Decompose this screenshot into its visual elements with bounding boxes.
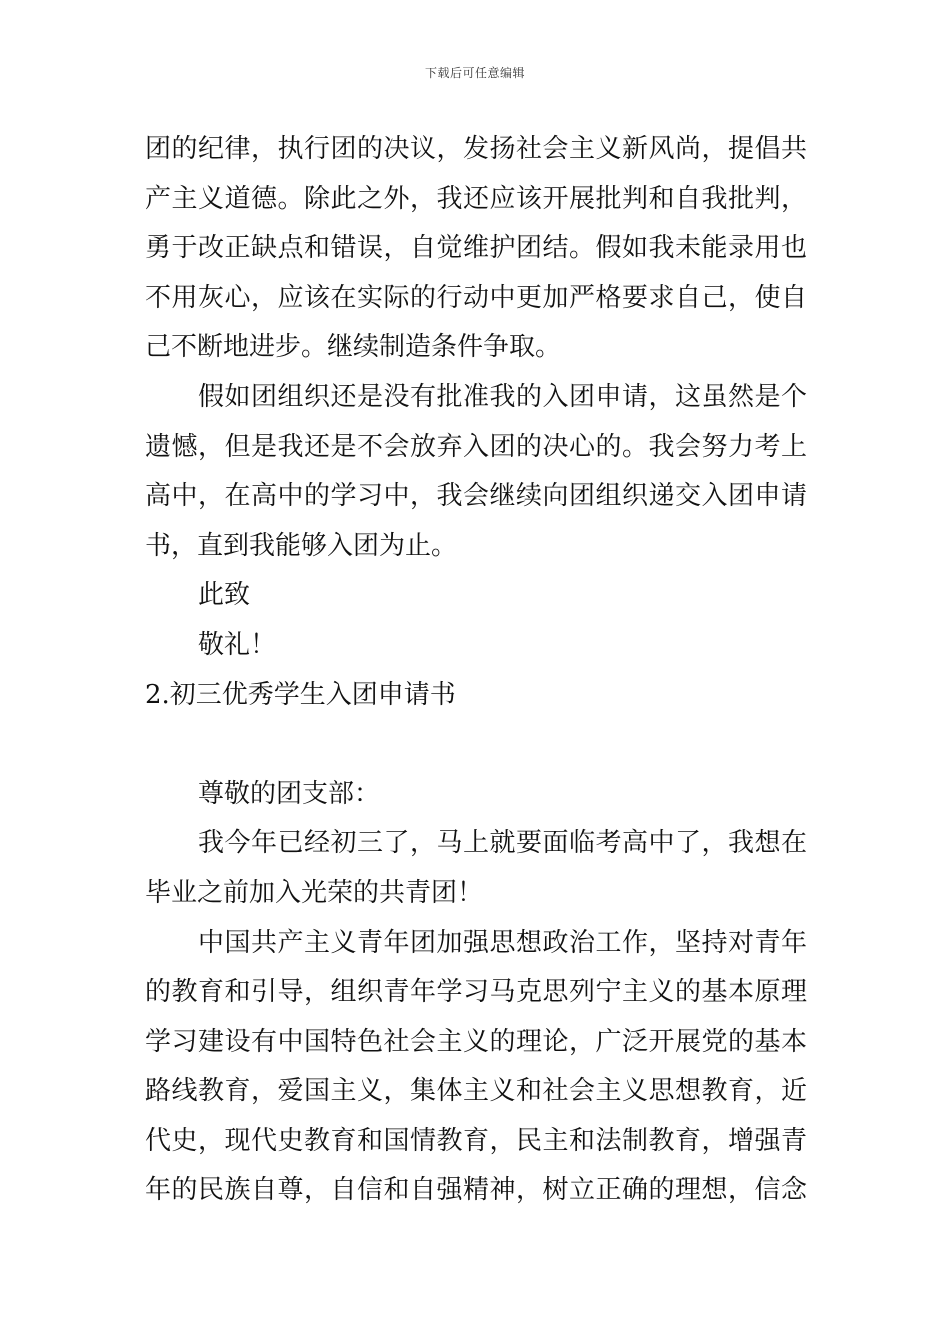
paragraph-line: 勇于改正缺点和错误，自觉维护团结。假如我未能录用也: [145, 233, 807, 264]
paragraph-line: 代史，现代史教育和国情教育，民主和法制教育，增强青: [145, 1125, 807, 1156]
paragraph-1: [145, 125, 807, 373]
paragraph-line: 遗憾，但是我还是不会放弃入团的决心的。我会努力考上: [145, 431, 807, 462]
paragraph-line: 中国共产主义青年团加强思想政治工作，坚持对青年: [198, 927, 807, 958]
paragraph-3: [145, 819, 807, 918]
paragraph-4: [145, 919, 807, 1217]
paragraph-line: 路线教育，爱国主义，集体主义和社会主义思想教育，近: [145, 1076, 807, 1107]
paragraph-line: 学习建设有中国特色社会主义的理论，广泛开展党的基本: [145, 1026, 807, 1057]
paragraph-2: [145, 373, 807, 571]
paragraph-line: 假如团组织还是没有批准我的入团申请，这虽然是个: [198, 381, 807, 412]
paragraph-line: 团的纪律，执行团的决议，发扬社会主义新风尚，提倡共: [145, 134, 807, 164]
paragraph-line: 年的民族自尊，自信和自强精神，树立正确的理想，信念: [145, 1175, 807, 1206]
paragraph-line: 毕业之前加入光荣的共青团！: [145, 877, 484, 908]
document-body: [145, 125, 807, 1216]
salutation: 尊敬的团支部：: [198, 778, 381, 809]
paragraph-line: 我今年已经初三了，马上就要面临考高中了，我想在: [198, 828, 807, 859]
paragraph-line: 高中，在高中的学习中，我会继续向团组织递交入团申请: [145, 481, 807, 512]
paragraph-line: 己不断地进步。继续制造条件争取。: [145, 332, 562, 363]
paragraph-line: 的教育和引导，组织青年学习马克思列宁主义的基本原理: [145, 977, 807, 1008]
blank-line: [145, 720, 807, 770]
page-header: 下载后可任意编辑: [424, 66, 525, 80]
paragraph-line: 不用灰心，应该在实际的行动中更加严格要求自己，使自: [145, 282, 807, 313]
section-title: 2.初三优秀学生入团申请书: [145, 679, 456, 710]
paragraph-line: 书，直到我能够入团为止。: [145, 530, 458, 561]
closing-line: 此致: [198, 580, 251, 611]
paragraph-line: 产主义道德。除此之外，我还应该开展批判和自我批判，: [145, 183, 807, 214]
closing-salute: 敬礼！: [198, 629, 277, 660]
